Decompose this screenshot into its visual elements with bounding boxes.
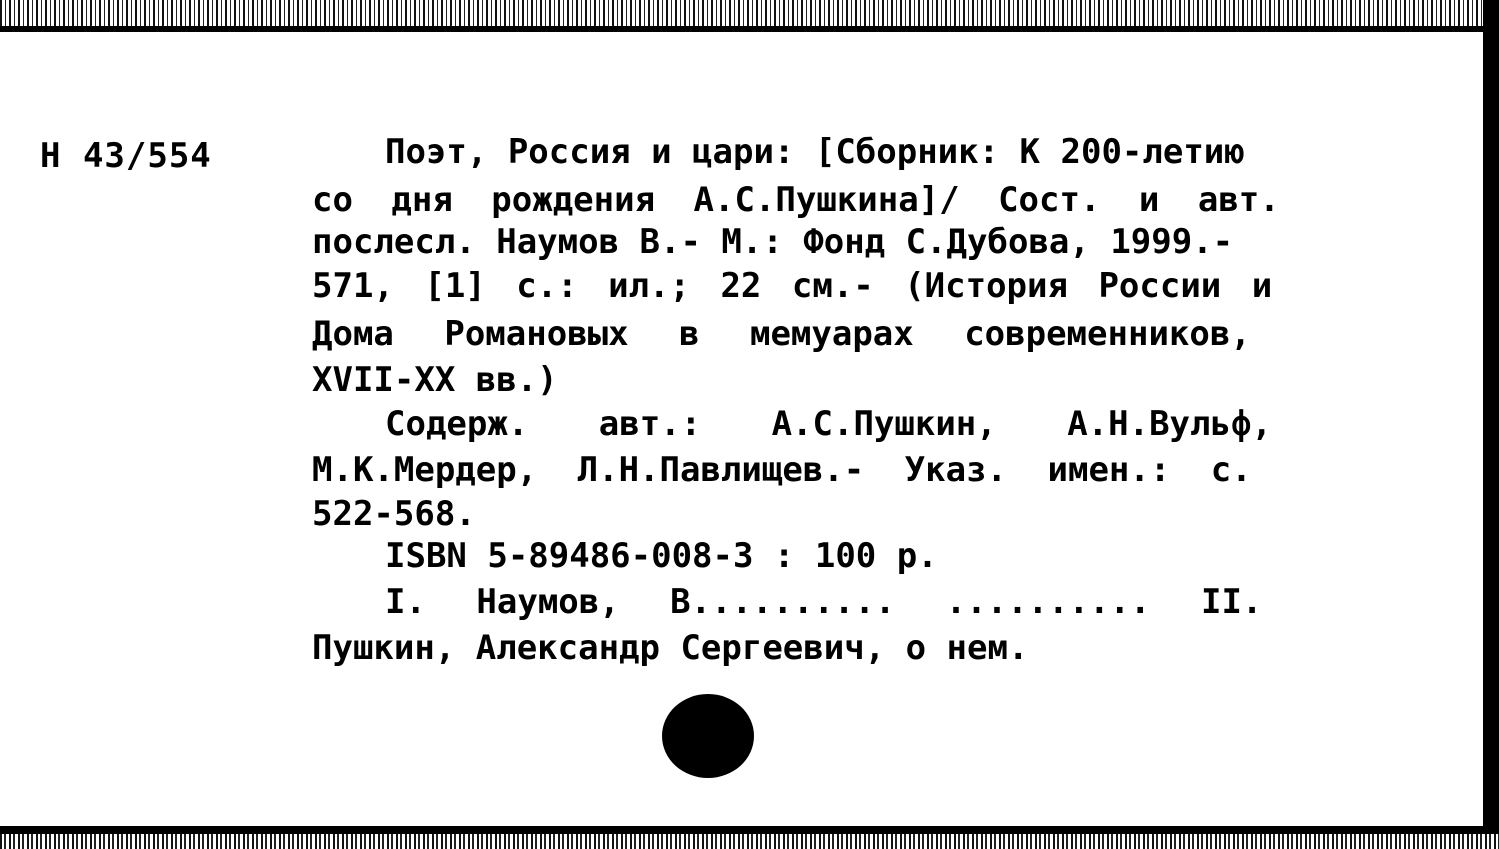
scan-edge-top (0, 0, 1499, 32)
entry-line-4: 571, [1] с.: ил.; 22 см.- (История России и (312, 266, 1273, 306)
scan-edge-right (1483, 0, 1499, 849)
isbn-line: ISBN 5-89486-008-3 : 100 р. (385, 536, 938, 576)
punch-hole (662, 694, 754, 778)
entry-line-9: 522-568. (312, 494, 476, 534)
entry-line-6: XVII-XX вв.) (312, 360, 558, 400)
tracing-line-2: Пушкин, Александр Сергеевич, о нем. (312, 628, 1029, 668)
scan-edge-bottom (0, 826, 1499, 849)
entry-line-8: М.К.Мердер, Л.Н.Павлищев.- Указ. имен.: с. (312, 450, 1252, 490)
tracing-line-1: I. Наумов, В.......... .......... II. (385, 582, 1263, 622)
entry-line-3: послесл. Наумов В.- М.: Фонд С.Дубова, 1999.- (312, 222, 1234, 262)
entry-line-5: Дома Романовых в мемуарах современников, (312, 314, 1251, 354)
entry-line-2: со дня рождения А.С.Пушкина]/ Сост. и авт. (312, 180, 1280, 220)
entry-line-1: Поэт, Россия и цари: [Сборник: К 200-летию (385, 132, 1245, 172)
entry-line-7: Содерж. авт.: А.С.Пушкин, А.Н.Вульф, (385, 404, 1272, 444)
call-number: Н 43/554 (40, 136, 212, 176)
